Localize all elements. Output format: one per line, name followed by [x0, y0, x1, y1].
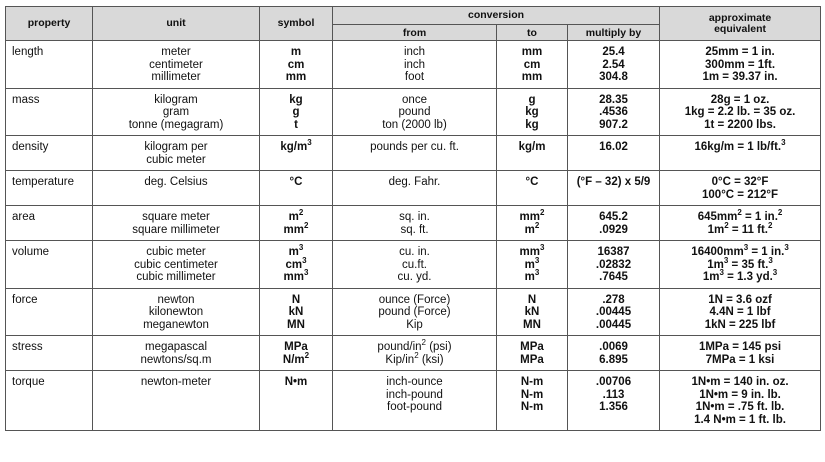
property-cell: volume	[6, 241, 93, 289]
to-cell-line: $mm^2$	[519, 208, 545, 223]
from-cell-line: Kip/$in^2$ (ksi)	[385, 350, 444, 366]
multiply-cell-line: .02832	[595, 258, 632, 271]
symbol-cell-line: N•m	[284, 376, 308, 388]
header-symbol: symbol	[260, 7, 333, 41]
approx-cell	[660, 371, 821, 431]
approx-cell	[660, 288, 821, 336]
to-cell	[497, 371, 568, 431]
multiply-cell	[568, 241, 660, 289]
unit-cell-line: square millimeter	[132, 223, 220, 236]
to-cell	[497, 88, 568, 136]
unit-cell	[93, 171, 260, 206]
symbol-cell-line: g	[292, 106, 300, 118]
to-cell	[497, 336, 568, 371]
multiply-cell-line: 16387	[597, 246, 630, 258]
table-row	[6, 206, 821, 241]
from-cell	[333, 136, 497, 171]
multiply-cell-line: 1.356	[599, 401, 628, 413]
symbol-cell-line: $cm^3$	[285, 255, 307, 271]
approx-cell-line: 1N•m = 140 in. oz.	[691, 376, 789, 388]
from-cell-line: pounds per cu. ft.	[370, 141, 459, 153]
symbol-cell-line: $mm^3$	[283, 268, 309, 283]
symbol-cell	[260, 241, 333, 289]
multiply-cell-line: .00445	[595, 306, 632, 318]
multiply-cell-line: .113	[602, 388, 625, 401]
to-cell-line: mm	[521, 46, 543, 58]
unit-cell-line: cubic millimeter	[136, 271, 216, 283]
to-cell-line: $m^2$	[524, 220, 540, 236]
approx-cell-line: 7MPa = 1 ksi	[705, 353, 775, 366]
multiply-cell	[568, 88, 660, 136]
unit-cell	[93, 88, 260, 136]
property-cell: torque	[6, 371, 93, 431]
unit-cell-line: megapascal	[144, 341, 207, 353]
to-cell	[497, 41, 568, 89]
approx-cell	[660, 241, 821, 289]
symbol-cell-line: °C	[289, 176, 303, 188]
to-cell-line: N-m	[520, 401, 544, 413]
multiply-cell-line: 25.4	[602, 46, 625, 58]
from-cell-line: cu. in.	[399, 246, 430, 258]
symbol-cell-line: mm	[285, 71, 307, 83]
to-cell	[497, 136, 568, 171]
symbol-cell-line: N	[291, 293, 301, 306]
from-cell-line: pound/$in^2$ (psi)	[377, 338, 452, 353]
symbol-cell-line: MPa	[284, 341, 308, 353]
approx-cell-line: 28g = 1 oz.	[710, 93, 770, 106]
symbol-cell-line: MN	[287, 318, 305, 331]
approx-cell-line: $1m^3 = 1.3$ yd.$^3$	[702, 268, 778, 283]
unit-cell-line: newton	[157, 293, 195, 306]
to-cell-line: °C	[525, 176, 539, 188]
table-row	[6, 241, 821, 289]
multiply-cell	[568, 206, 660, 241]
header-multiply-by: multiply by	[568, 25, 660, 41]
symbol-cell-line: $m^2$	[288, 208, 304, 223]
property-cell: mass	[6, 88, 93, 136]
to-cell-line: N	[527, 293, 537, 306]
symbol-cell	[260, 206, 333, 241]
unit-cell	[93, 241, 260, 289]
to-cell-line: g	[528, 93, 536, 106]
approx-cell-line: 16kg/m = 1 lb/ft.$^3$	[694, 138, 786, 153]
from-cell-line: sq. ft.	[400, 223, 429, 236]
to-cell-line: kN	[524, 306, 540, 318]
multiply-cell-line: 2.54	[602, 58, 625, 71]
to-cell-line: N-m	[520, 376, 544, 388]
symbol-cell-line: $mm^2$	[283, 220, 309, 236]
property-cell: length	[6, 41, 93, 89]
from-cell-line: sq. in.	[399, 211, 430, 223]
unit-cell-line: cubic meter	[146, 153, 206, 166]
from-cell	[333, 171, 497, 206]
to-cell-line: $m^3$	[524, 268, 540, 283]
table-row	[6, 288, 821, 336]
approx-cell-line: 1kN = 225 lbf	[704, 318, 776, 331]
approx-cell	[660, 136, 821, 171]
approx-cell-line: $1m^3 = 35$ ft.$^3$	[707, 255, 773, 271]
from-cell-line: pound (Force)	[378, 306, 451, 318]
to-cell-line: kg	[525, 106, 539, 118]
symbol-cell	[260, 371, 333, 431]
approx-cell-line: $16400mm^3 = 1$ in.$^3$	[691, 243, 789, 258]
approx-cell-line: 25mm = 1 in.	[705, 46, 775, 58]
unit-cell	[93, 288, 260, 336]
multiply-cell-line: .0929	[599, 223, 628, 236]
multiply-cell-line: 645.2	[599, 211, 628, 223]
to-cell-line: cm	[523, 58, 541, 71]
from-cell-line: foot	[404, 71, 425, 83]
unit-cell	[93, 136, 260, 171]
symbol-cell	[260, 136, 333, 171]
multiply-cell-line: 28.35	[599, 93, 628, 106]
from-cell	[333, 88, 497, 136]
approx-cell-line: 1N•m = 9 in. lb.	[699, 388, 781, 401]
to-cell	[497, 206, 568, 241]
approx-cell	[660, 88, 821, 136]
header-approx-line2: equivalent	[714, 22, 766, 35]
approx-cell-line: 1N•m = .75 ft. lb.	[695, 401, 785, 413]
header-approx-line1: approximate	[708, 11, 772, 24]
table-row	[6, 371, 821, 431]
to-cell-line: N-m	[520, 388, 544, 401]
multiply-cell	[568, 41, 660, 89]
unit-cell	[93, 206, 260, 241]
symbol-cell	[260, 171, 333, 206]
multiply-cell	[568, 371, 660, 431]
multiply-cell-line: 6.895	[599, 353, 628, 366]
from-cell-line: inch	[403, 58, 426, 71]
property-cell: force	[6, 288, 93, 336]
approx-cell-line: 1N = 3.6 ozf	[708, 293, 772, 306]
unit-cell-line: kilogram per	[144, 141, 208, 153]
to-cell	[497, 288, 568, 336]
multiply-cell-line: .7645	[599, 271, 628, 283]
header-approximate-equivalent	[660, 7, 821, 41]
unit-cell-line: cubic meter	[146, 246, 206, 258]
approx-cell-line: 0°C = 32°F	[711, 176, 769, 188]
unit-cell-line: newtons/sq.m	[140, 353, 212, 366]
from-cell	[333, 371, 497, 431]
header-to: to	[497, 25, 568, 41]
table-row	[6, 88, 821, 136]
multiply-cell-line: .4536	[599, 106, 628, 118]
symbol-cell-line: $kg/m^3$	[280, 138, 312, 153]
to-cell-line: kg	[525, 118, 539, 131]
approx-cell-line: 1t = 2200 lbs.	[704, 118, 776, 131]
multiply-cell	[568, 288, 660, 336]
from-cell-line: ounce (Force)	[378, 293, 451, 306]
to-cell-line: mm	[521, 71, 543, 83]
from-cell-line: cu.ft.	[402, 258, 427, 271]
symbol-cell	[260, 336, 333, 371]
approx-cell-line: 1m = 39.37 in.	[702, 71, 778, 83]
approx-cell	[660, 171, 821, 206]
unit-cell-line: meganewton	[143, 318, 209, 331]
symbol-cell	[260, 288, 333, 336]
approx-cell-line: 100°C = 212°F	[702, 188, 779, 201]
table-row	[6, 136, 821, 171]
unit-cell-line: tonne (megagram)	[128, 118, 224, 131]
approx-cell-line: 4.4N = 1 lbf	[709, 306, 771, 318]
property-cell: density	[6, 136, 93, 171]
from-cell-line: inch-pound	[386, 388, 443, 401]
from-cell-line: inch-ounce	[386, 376, 443, 388]
from-cell	[333, 336, 497, 371]
symbol-cell-line: t	[294, 118, 298, 131]
approx-cell-line: 300mm = 1ft.	[705, 58, 776, 71]
from-cell-line: cu. yd.	[397, 271, 432, 283]
header-property: property	[6, 7, 93, 41]
unit-cell-line: kilogram	[154, 93, 198, 106]
from-cell	[333, 241, 497, 289]
header-conversion: conversion	[333, 7, 660, 25]
to-cell-line: MN	[523, 318, 541, 331]
from-cell	[333, 41, 497, 89]
approx-cell	[660, 41, 821, 89]
symbol-cell-line: $N/m^2$	[282, 350, 310, 366]
unit-cell-line: cubic centimeter	[134, 258, 218, 271]
unit-cell	[93, 371, 260, 431]
symbol-cell-line: kN	[288, 306, 304, 318]
unit-cell-line: gram	[162, 106, 190, 118]
header-unit: unit	[93, 7, 260, 41]
from-cell-line: foot-pound	[387, 401, 442, 413]
property-cell: temperature	[6, 171, 93, 206]
approx-cell-line: $1m^2 = 11$ ft.$^2$	[707, 220, 773, 236]
unit-conversion-table	[5, 6, 821, 431]
symbol-cell	[260, 41, 333, 89]
from-cell	[333, 288, 497, 336]
unit-cell-line: meter	[161, 46, 191, 58]
from-cell-line: once	[402, 93, 427, 106]
unit-cell-line: square meter	[142, 211, 210, 223]
multiply-cell	[568, 136, 660, 171]
property-cell: area	[6, 206, 93, 241]
multiply-cell-line: (°F – 32) x 5/9	[576, 176, 651, 188]
table-row	[6, 171, 821, 206]
table-row	[6, 41, 821, 89]
approx-cell-line: 1.4 N•m = 1 ft. lb.	[694, 413, 786, 426]
symbol-cell	[260, 88, 333, 136]
from-cell-line: pound	[398, 106, 431, 118]
symbol-cell-line: $m^3$	[288, 243, 304, 258]
table-row	[6, 336, 821, 371]
multiply-cell-line: 304.8	[599, 71, 628, 83]
to-cell	[497, 241, 568, 289]
to-cell	[497, 171, 568, 206]
symbol-cell-line: cm	[287, 58, 305, 71]
property-cell: stress	[6, 336, 93, 371]
multiply-cell-line: .00445	[595, 318, 632, 331]
unit-cell-line: millimeter	[151, 71, 201, 83]
unit-cell	[93, 41, 260, 89]
approx-cell-line: 1kg = 2.2 lb. = 35 oz.	[684, 106, 796, 118]
header-from: from	[333, 25, 497, 41]
unit-cell-line: kilonewton	[148, 306, 204, 318]
unit-cell-line: centimeter	[149, 58, 203, 71]
from-cell	[333, 206, 497, 241]
multiply-cell	[568, 171, 660, 206]
multiply-cell-line: .00706	[595, 376, 632, 388]
multiply-cell-line: 907.2	[599, 118, 628, 131]
approx-cell-line: $645mm^2 = 1$ in.$^2$	[697, 208, 783, 223]
symbol-cell-line: kg	[289, 93, 303, 106]
from-cell-line: inch	[403, 46, 426, 58]
to-cell-line: $mm^3$	[519, 243, 545, 258]
multiply-cell-line: .0069	[599, 341, 628, 353]
to-cell-line: MPa	[520, 353, 544, 366]
to-cell-line: kg/m	[518, 141, 546, 153]
to-cell-line: MPa	[520, 341, 544, 353]
approx-cell	[660, 336, 821, 371]
approx-cell-line: 1MPa = 145 psi	[698, 341, 782, 353]
from-cell-line: Kip	[406, 318, 423, 331]
from-cell-line: ton (2000 lb)	[382, 118, 447, 131]
symbol-cell-line: m	[290, 46, 302, 58]
from-cell-line: deg. Fahr.	[388, 176, 441, 188]
unit-cell	[93, 336, 260, 371]
unit-cell-line: deg. Celsius	[144, 176, 208, 188]
approx-cell	[660, 206, 821, 241]
multiply-cell-line: .278	[602, 293, 625, 306]
to-cell-line: $m^3$	[524, 255, 540, 271]
table-body	[6, 41, 821, 431]
unit-cell-line: newton-meter	[140, 376, 212, 388]
multiply-cell	[568, 336, 660, 371]
multiply-cell-line: 16.02	[599, 141, 628, 153]
